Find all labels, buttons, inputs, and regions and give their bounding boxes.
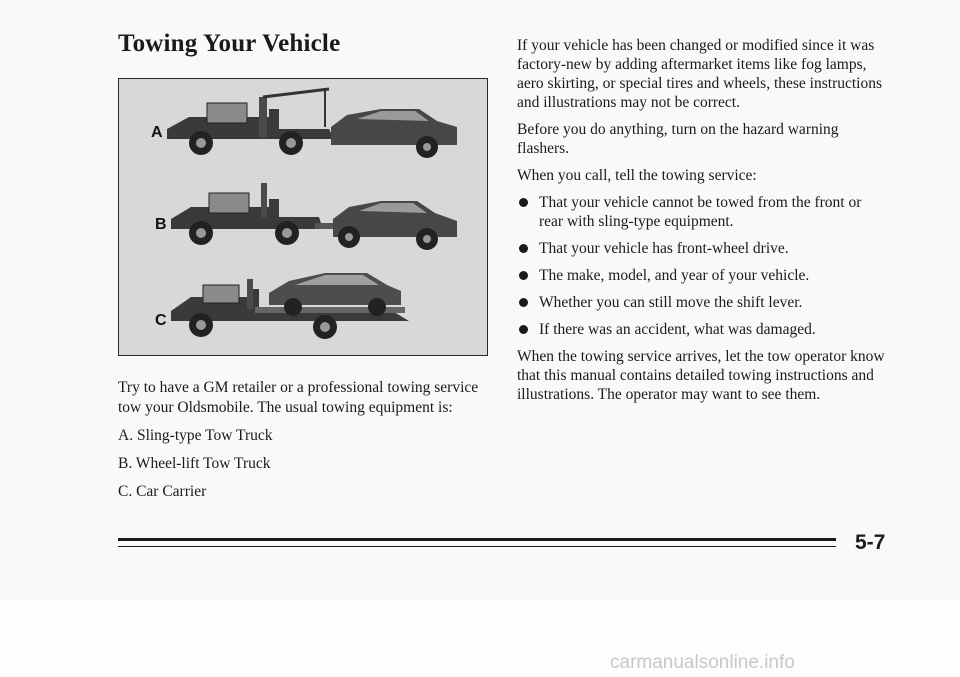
- footer-rule-thin: [118, 546, 836, 547]
- footer-rule: [118, 538, 836, 541]
- list-item: If there was an accident, what was damaged.: [517, 320, 889, 339]
- right-column-text: [517, 36, 889, 412]
- figure-label-a: A: [151, 124, 163, 141]
- bullet-icon: [519, 244, 528, 253]
- hazard-flashers-paragraph: Before you do anything, turn on the hazard warning flashers.: [517, 121, 839, 157]
- towing-service-checklist: [517, 193, 889, 339]
- equipment-item-a: A. Sling-type Tow Truck: [118, 427, 273, 444]
- bullet-icon: [519, 298, 528, 307]
- list-item: That your vehicle has front-wheel drive.: [517, 239, 889, 258]
- modification-warning-paragraph: If your vehicle has been changed or modified since it was factory-new by adding aftermarket items like fog lamps, aero skirting, or special tires and wheels, these instructions and illustrations may not be correct.: [517, 37, 883, 111]
- bullet-icon: [519, 198, 528, 207]
- page-title: Towing Your Vehicle: [118, 30, 341, 57]
- equipment-item-c: C. Car Carrier: [118, 483, 207, 500]
- bullet-icon: [519, 271, 528, 280]
- page-number: 5-7: [855, 531, 886, 554]
- list-item: The make, model, and year of your vehicle.: [517, 266, 889, 285]
- towing-service-intro: When you call, tell the towing service:: [517, 167, 757, 184]
- towing-equipment-illustration: [118, 78, 488, 356]
- list-item: Whether you can still move the shift lever.: [517, 293, 889, 312]
- bullet-icon: [519, 325, 528, 334]
- tow-operator-paragraph: When the towing service arrives, let the tow operator know that this manual contains detailed towing instructions and illustrations. The operator may want to see them.: [517, 348, 885, 403]
- left-column-text: [118, 378, 488, 510]
- equipment-item-b: B. Wheel-lift Tow Truck: [118, 455, 271, 472]
- towing-intro-paragraph: Try to have a GM retailer or a professional towing service tow your Oldsmobile. The usual towing equipment is:: [118, 379, 479, 416]
- figure-label-c: C: [155, 312, 167, 329]
- figure-label-b: B: [155, 216, 167, 233]
- list-item: That your vehicle cannot be towed from the front or rear with sling-type equipment.: [517, 193, 889, 231]
- watermark: carmanualsonline.info: [610, 652, 795, 673]
